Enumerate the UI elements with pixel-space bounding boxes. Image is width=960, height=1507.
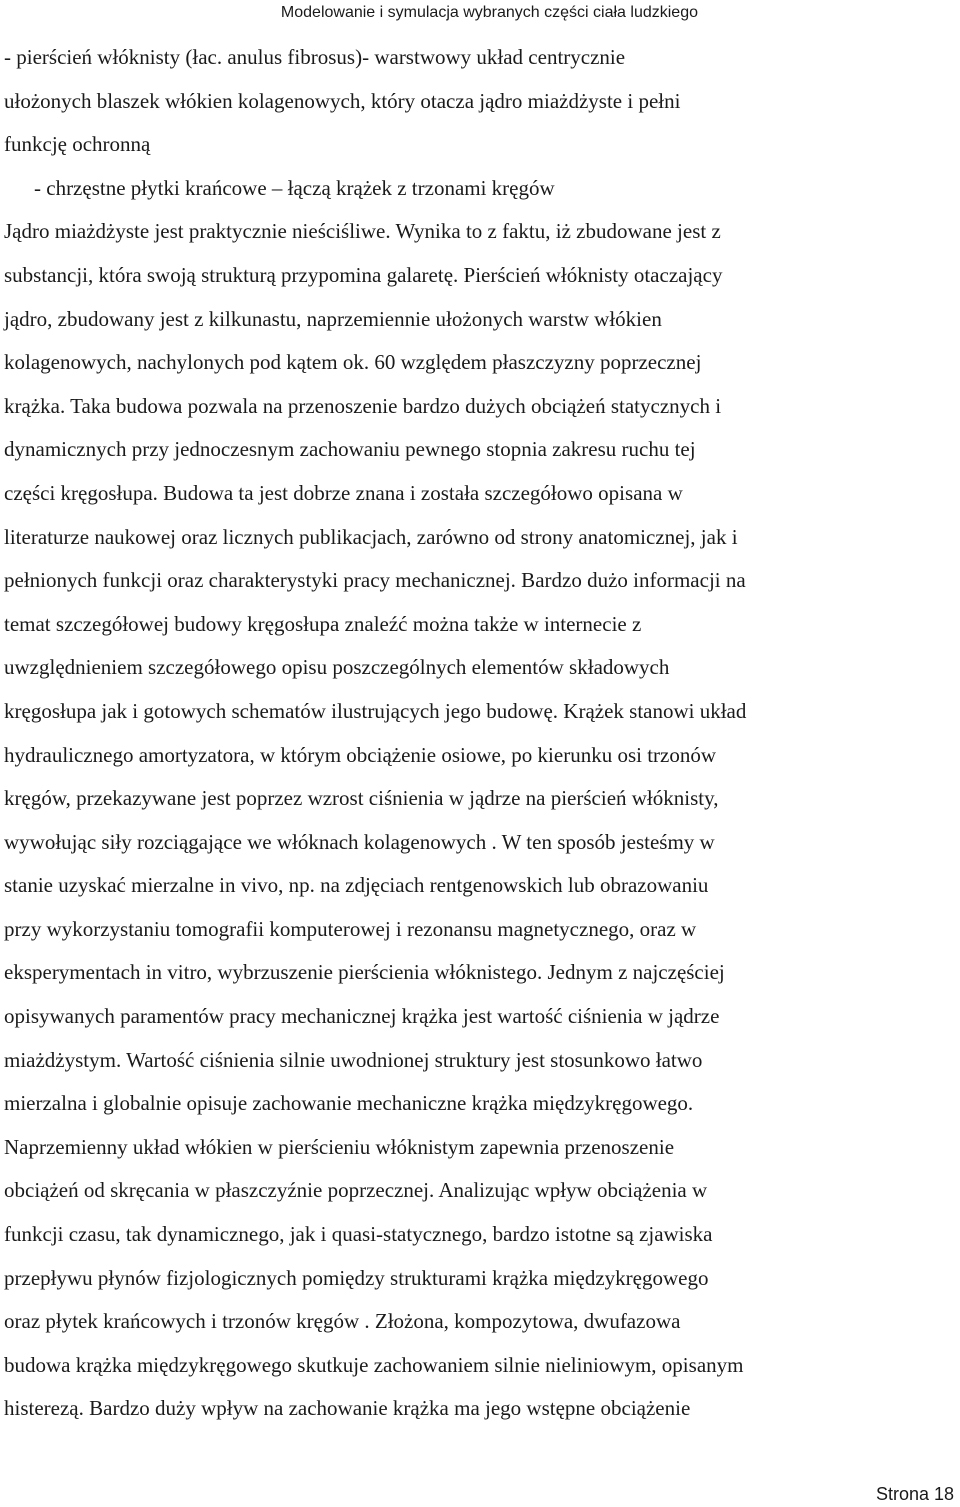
text-line: uwzględnieniem szczegółowego opisu poszczególnych elementów składowych bbox=[4, 655, 670, 680]
text-line: pełnionych funkcji oraz charakterystyki pracy mechanicznej. Bardzo dużo informacji na bbox=[4, 568, 746, 593]
text-line: opisywanych paramentów pracy mechanicznej krążka jest wartość ciśnienia w jądrze bbox=[4, 1004, 720, 1029]
text-line: literaturze naukowej oraz licznych publikacjach, zarówno od strony anatomicznej, jak i bbox=[4, 524, 738, 549]
text-line: - chrzęstne płytki krańcowe – łączą krążek z trzonami kręgów bbox=[34, 175, 555, 200]
text-line: wywołując siły rozciągające we włóknach kolagenowych . W ten sposób jesteśmy w bbox=[4, 829, 715, 854]
text-line: kręgów, przekazywane jest poprzez wzrost ciśnienia w jądrze na pierścień włóknisty, bbox=[4, 786, 719, 811]
text-line: temat szczegółowej budowy kręgosłupa znaleźć można także w internecie z bbox=[4, 611, 642, 636]
document-body bbox=[4, 36, 956, 1431]
text-line: Naprzemienny układ włókien w pierścieniu włóknistym zapewnia przenoszenie bbox=[4, 1134, 675, 1159]
text-line: Jądro miażdżyste jest praktycznie nieściśliwe. Wynika to z faktu, iż zbudowane jest z bbox=[4, 219, 721, 244]
text-line: jądro, zbudowany jest z kilkunastu, naprzemiennie ułożonych warstw włókien bbox=[4, 306, 662, 331]
text-line: budowa krążka międzykręgowego skutkuje zachowaniem silnie nieliniowym, opisanym bbox=[4, 1352, 744, 1377]
text-line: części kręgosłupa. Budowa ta jest dobrze znana i została szczegółowo opisana w bbox=[4, 480, 683, 505]
text-line: histerezą. Bardzo duży wpływ na zachowanie krążka ma jego wstępne obciążenie bbox=[4, 1396, 691, 1421]
text-line: kolagenowych, nachylonych pod kątem ok. 60 względem płaszczyzny poprzecznej bbox=[4, 350, 702, 375]
text-line: oraz płytek krańcowych i trzonów kręgów . Złożona, kompozytowa, dwufazowa bbox=[4, 1309, 681, 1334]
text-line: stanie uzyskać mierzalne in vivo, np. na zdjęciach rentgenowskich lub obrazowaniu bbox=[4, 873, 709, 898]
text-line: przy wykorzystaniu tomografii komputerowej i rezonansu magnetycznego, oraz w bbox=[4, 916, 697, 941]
text-line: krążka. Taka budowa pozwala na przenoszenie bardzo dużych obciążeń statycznych i bbox=[4, 393, 722, 418]
text-line: - pierścień włóknisty (łac. anulus fibrosus)- warstwowy układ centrycznie bbox=[4, 45, 626, 69]
text-line: substancji, która swoją strukturą przypomina galaretę. Pierścień włóknisty otaczający bbox=[4, 262, 723, 287]
text-line: obciążeń od skręcania w płaszczyźnie poprzecznej. Analizując wpływ obciążenia w bbox=[4, 1178, 708, 1203]
text-line: hydraulicznego amortyzatora, w którym obciążenie osiowe, po kierunku osi trzonów bbox=[4, 742, 717, 767]
page-number: Strona 18 bbox=[875, 1484, 954, 1504]
text-line: dynamicznych przy jednoczesnym zachowaniu pewnego stopnia zakresu ruchu tej bbox=[4, 437, 696, 462]
text-line: eksperymentach in vitro, wybrzuszenie pierścienia włóknistego. Jednym z najczęściej bbox=[4, 960, 725, 985]
text-line: ułożonych blaszek włókien kolagenowych, który otacza jądro miażdżyste i pełni bbox=[4, 88, 681, 113]
text-line: miażdżystym. Wartość ciśnienia silnie uwodnionej struktury jest stosunkowo łatwo bbox=[4, 1047, 703, 1072]
text-line: przepływu płynów fizjologicznych pomiędzy strukturami krążka międzykręgowego bbox=[4, 1265, 709, 1290]
running-header: Modelowanie i symulacja wybranych części ciała ludzkiego bbox=[280, 4, 698, 21]
text-line: funkcję ochronną bbox=[4, 132, 151, 157]
text-line: funkcji czasu, tak dynamicznego, jak i quasi-statycznego, bardzo istotne są zjawiska bbox=[4, 1222, 713, 1247]
text-line: kręgosłupa jak i gotowych schematów ilustrujących jego budowę. Krążek stanowi układ bbox=[4, 698, 747, 723]
text-line: mierzalna i globalnie opisuje zachowanie mechaniczne krążka międzykręgowego. bbox=[4, 1091, 694, 1116]
